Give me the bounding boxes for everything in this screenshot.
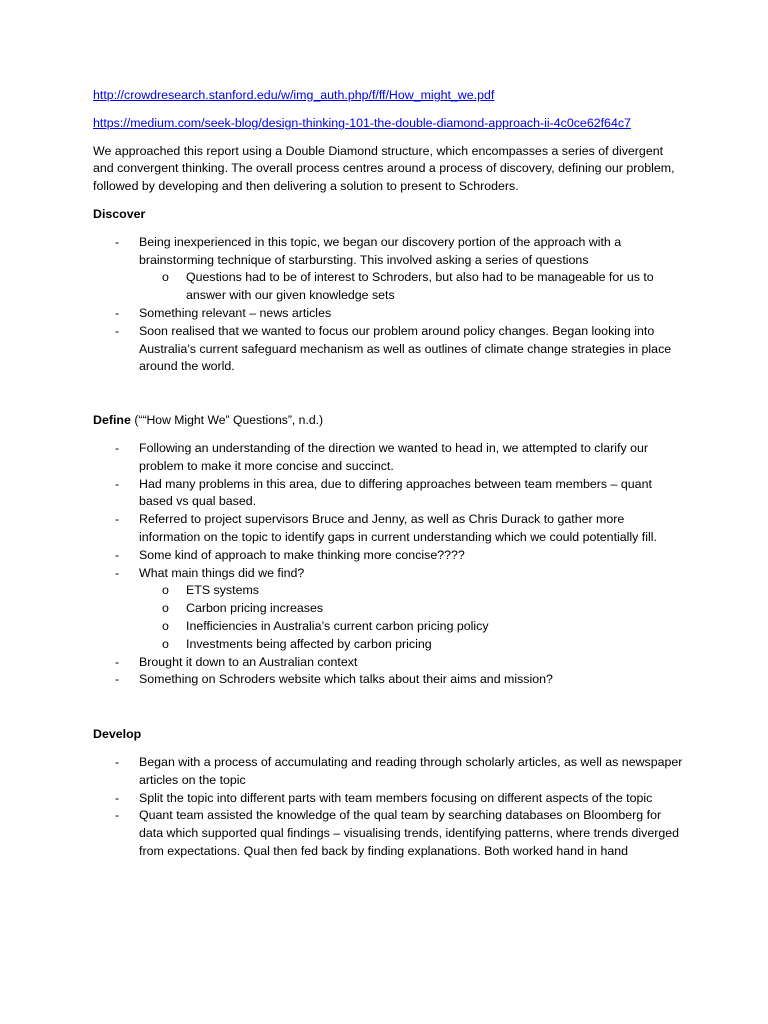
list-item: - Began with a process of accumulating and reading through scholarly articles, as well as newspaper articles on the topic: [93, 754, 683, 790]
sub-list: [139, 582, 683, 653]
list-item: - Some kind of approach to make thinking more concise????: [93, 547, 683, 565]
define-citation: (““How Might We” Questions”, n.d.): [134, 413, 324, 428]
sub-list-item: o Inefficiencies in Australia’s current carbon pricing policy: [139, 618, 683, 636]
list-item: - Brought it down to an Australian context: [93, 654, 683, 672]
discover-heading: Discover: [93, 206, 146, 221]
sub-list-item: o ETS systems: [139, 582, 683, 600]
list-item: - Split the topic into different parts with team members focusing on different aspects of the topic: [93, 790, 683, 808]
list-item: [93, 565, 683, 654]
list-item: - Had many problems in this area, due to differing approaches between team members – quant based vs qual based.: [93, 476, 683, 512]
develop-heading: Develop: [93, 727, 142, 742]
sub-list: [139, 269, 683, 305]
define-list: [93, 440, 683, 689]
list-item: - Something relevant – news articles: [93, 305, 683, 323]
reference-link-stanford[interactable]: http://crowdresearch.stanford.edu/w/img_auth.php/f/ff/How_might_we.pdf: [93, 88, 495, 102]
define-heading: Define: [93, 413, 131, 428]
define-heading-line: [93, 412, 683, 430]
list-item: - Quant team assisted the knowledge of the qual team by searching databases on Bloomberg for data which supported qual findings – visualising trends, identifying patterns, where trends diverged from expectations. Qual then fed back by finding explanations. Both worked hand in hand: [93, 807, 683, 860]
reference-link-medium[interactable]: https://medium.com/seek-blog/design-thinking-101-the-double-diamond-approach-ii-4c0ce62f64c7: [93, 115, 631, 130]
develop-list: [93, 754, 683, 861]
discover-list: [93, 234, 683, 376]
list-item-text: Being inexperienced in this topic, we began our discovery portion of the approach with a brainstorming technique of starbursting. This involved asking a series of questions: [139, 234, 622, 267]
list-item-text: What main things did we find?: [139, 565, 305, 580]
list-item: - Soon realised that we wanted to focus our problem around policy changes. Began looking into Australia’s current safeguard mechanism as well as outlines of climate change strategies in place around the world.: [93, 323, 683, 376]
sub-list-item: o Carbon pricing increases: [139, 600, 683, 618]
sub-list-item: o Investments being affected by carbon pricing: [139, 636, 683, 654]
list-item: - Referred to project supervisors Bruce and Jenny, as well as Chris Durack to gather more information on the topic to identify gaps in current understanding which we could potentially fill.: [93, 511, 683, 547]
sub-list-item: o Questions had to be of interest to Schroders, but also had to be manageable for us to answer with our given knowledge sets: [139, 269, 683, 305]
intro-paragraph: We approached this report using a Double Diamond structure, which encompasses a series of divergent and convergent thinking. The overall process centres around a process of discovery, defining our problem, followed by developing and then delivering a solution to present to Schroders.: [93, 143, 675, 194]
document-page: [93, 87, 683, 861]
list-item: [93, 234, 683, 305]
list-item: - Something on Schroders website which talks about their aims and mission?: [93, 671, 683, 689]
list-item: - Following an understanding of the direction we wanted to head in, we attempted to clarify our problem to make it more concise and succinct.: [93, 440, 683, 476]
